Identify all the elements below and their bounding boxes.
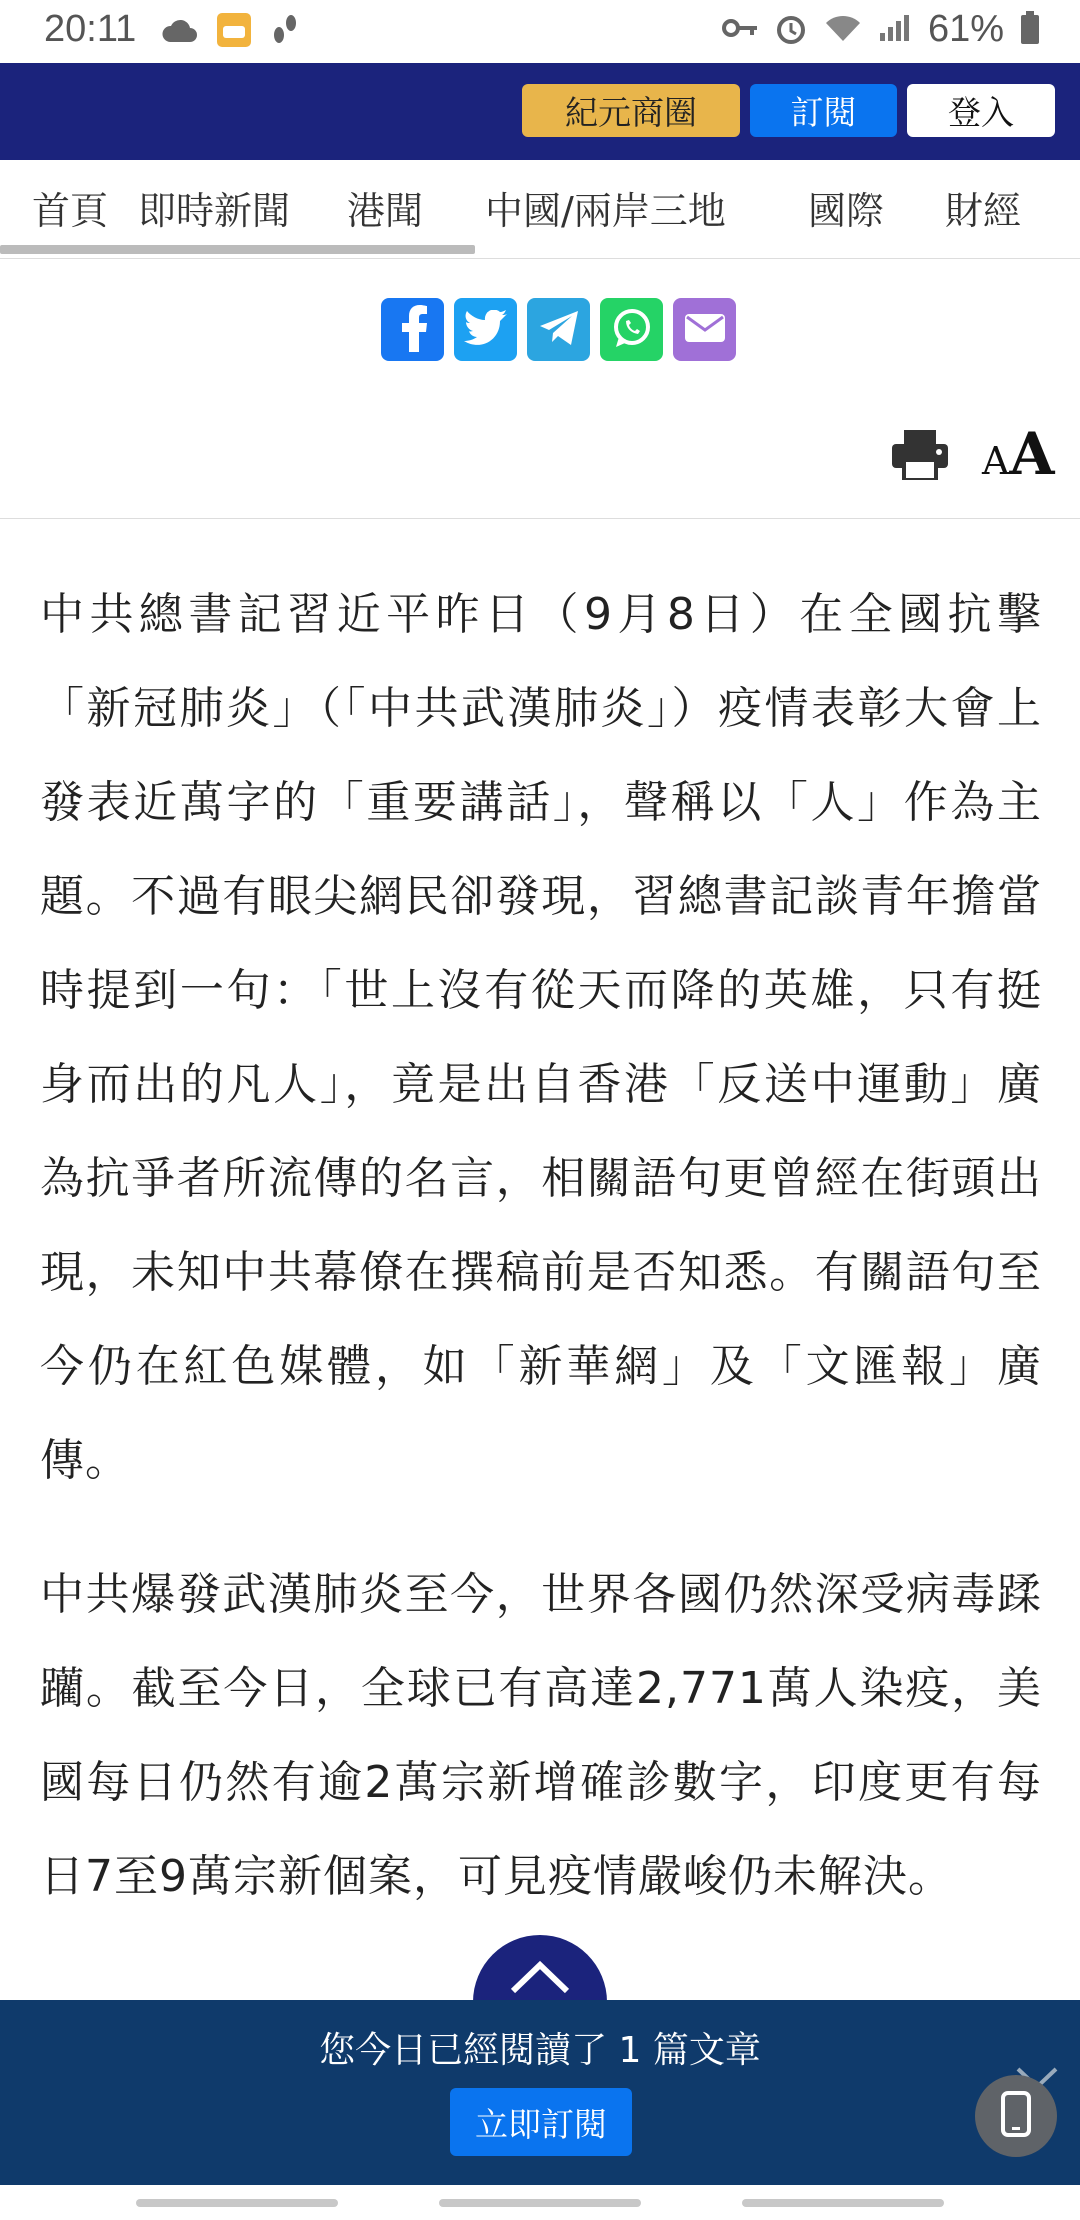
footsteps-icon xyxy=(270,13,300,51)
telegram-icon xyxy=(538,309,580,351)
nav-item-breaking[interactable]: 即時新聞 xyxy=(138,189,291,233)
print-icon[interactable] xyxy=(892,430,948,480)
font-big-label: A xyxy=(1009,420,1055,488)
article-paragraph: 中共爆發武漢肺炎至今，世界各國仍然深受病毒蹂躪。截至今日，全球已有高達2,771萬人染疫，美國每日仍然有逾2萬宗新增確診數字，印度更有每日7至9萬宗新個案，可見疫情嚴峻仍未解決。 xyxy=(40,1569,1042,1902)
font-small-label: A xyxy=(982,439,1010,483)
facebook-icon xyxy=(393,304,433,356)
nav-item-finance[interactable]: 財經 xyxy=(945,189,1022,233)
reading-limit-banner xyxy=(0,2000,1080,2185)
status-bar xyxy=(0,0,1080,63)
signal-icon xyxy=(878,13,912,47)
app-notification-icon xyxy=(216,12,252,52)
login-button[interactable]: 登入 xyxy=(907,84,1055,137)
gesture-handle-right[interactable] xyxy=(742,2199,944,2207)
nav-item-home[interactable]: 首頁 xyxy=(32,189,109,233)
share-bar xyxy=(381,298,736,361)
gesture-handle-center[interactable] xyxy=(439,2199,641,2207)
alarm-icon xyxy=(774,11,808,49)
floating-phone-button[interactable] xyxy=(975,2075,1057,2157)
telegram-share-button[interactable] xyxy=(527,298,590,361)
site-header xyxy=(0,63,1080,160)
shop-button[interactable]: 紀元商圈 xyxy=(522,84,740,137)
nav-item-hk[interactable]: 港聞 xyxy=(347,189,424,233)
subscribe-button[interactable]: 訂閱 xyxy=(750,84,897,137)
key-icon xyxy=(722,16,758,44)
email-share-button[interactable] xyxy=(673,298,736,361)
divider xyxy=(0,518,1080,519)
wifi-icon xyxy=(824,13,862,47)
chevron-up-icon xyxy=(505,1935,575,2003)
facebook-share-button[interactable] xyxy=(381,298,444,361)
twitter-share-button[interactable] xyxy=(454,298,517,361)
gesture-handle-left[interactable] xyxy=(136,2199,338,2207)
twitter-icon xyxy=(464,310,508,350)
gesture-nav-bar xyxy=(0,2185,1080,2220)
banner-message: 您今日已經閱讀了 1 篇文章 xyxy=(319,2030,761,2071)
cloud-icon xyxy=(160,16,198,48)
phone-icon xyxy=(1000,2091,1032,2141)
status-left-icons xyxy=(160,12,300,52)
whatsapp-share-button[interactable] xyxy=(600,298,663,361)
nav-item-international[interactable]: 國際 xyxy=(808,189,885,233)
article-paragraph: 中共總書記習近平昨日（9月8日）在全國抗擊「新冠肺炎」（「中共武漢肺炎」）疫情表彰大會上發表近萬字的「重要講話」，聲稱以「人」作為主題。不過有眼尖網民卻發現，習總書記談青年擔當時提到一句：「世上沒有從天而降的英雄，只有挺身而出的凡人」，竟是出自香港「反送中運動」廣為抗爭者所流傳的名言，相關語句更曾經在街頭出現，未知中共幕僚在撰稿前是否知悉。有關語句至今仍在紅色媒體，如「新華網」及「文匯報」廣傳。 xyxy=(40,589,1042,1486)
subscribe-now-button[interactable]: 立即訂閱 xyxy=(450,2088,632,2156)
status-time: 20:11 xyxy=(44,8,137,50)
status-right-icons xyxy=(722,8,1040,51)
nav-item-china[interactable]: 中國/兩岸三地 xyxy=(485,189,726,233)
battery-icon xyxy=(1020,11,1040,49)
email-icon xyxy=(683,312,727,348)
font-size-toggle[interactable] xyxy=(982,420,1054,488)
nav-scroll-indicator xyxy=(0,245,475,254)
battery-percent: 61% xyxy=(927,8,1004,50)
article-body xyxy=(40,568,1042,1964)
whatsapp-icon xyxy=(611,307,653,353)
